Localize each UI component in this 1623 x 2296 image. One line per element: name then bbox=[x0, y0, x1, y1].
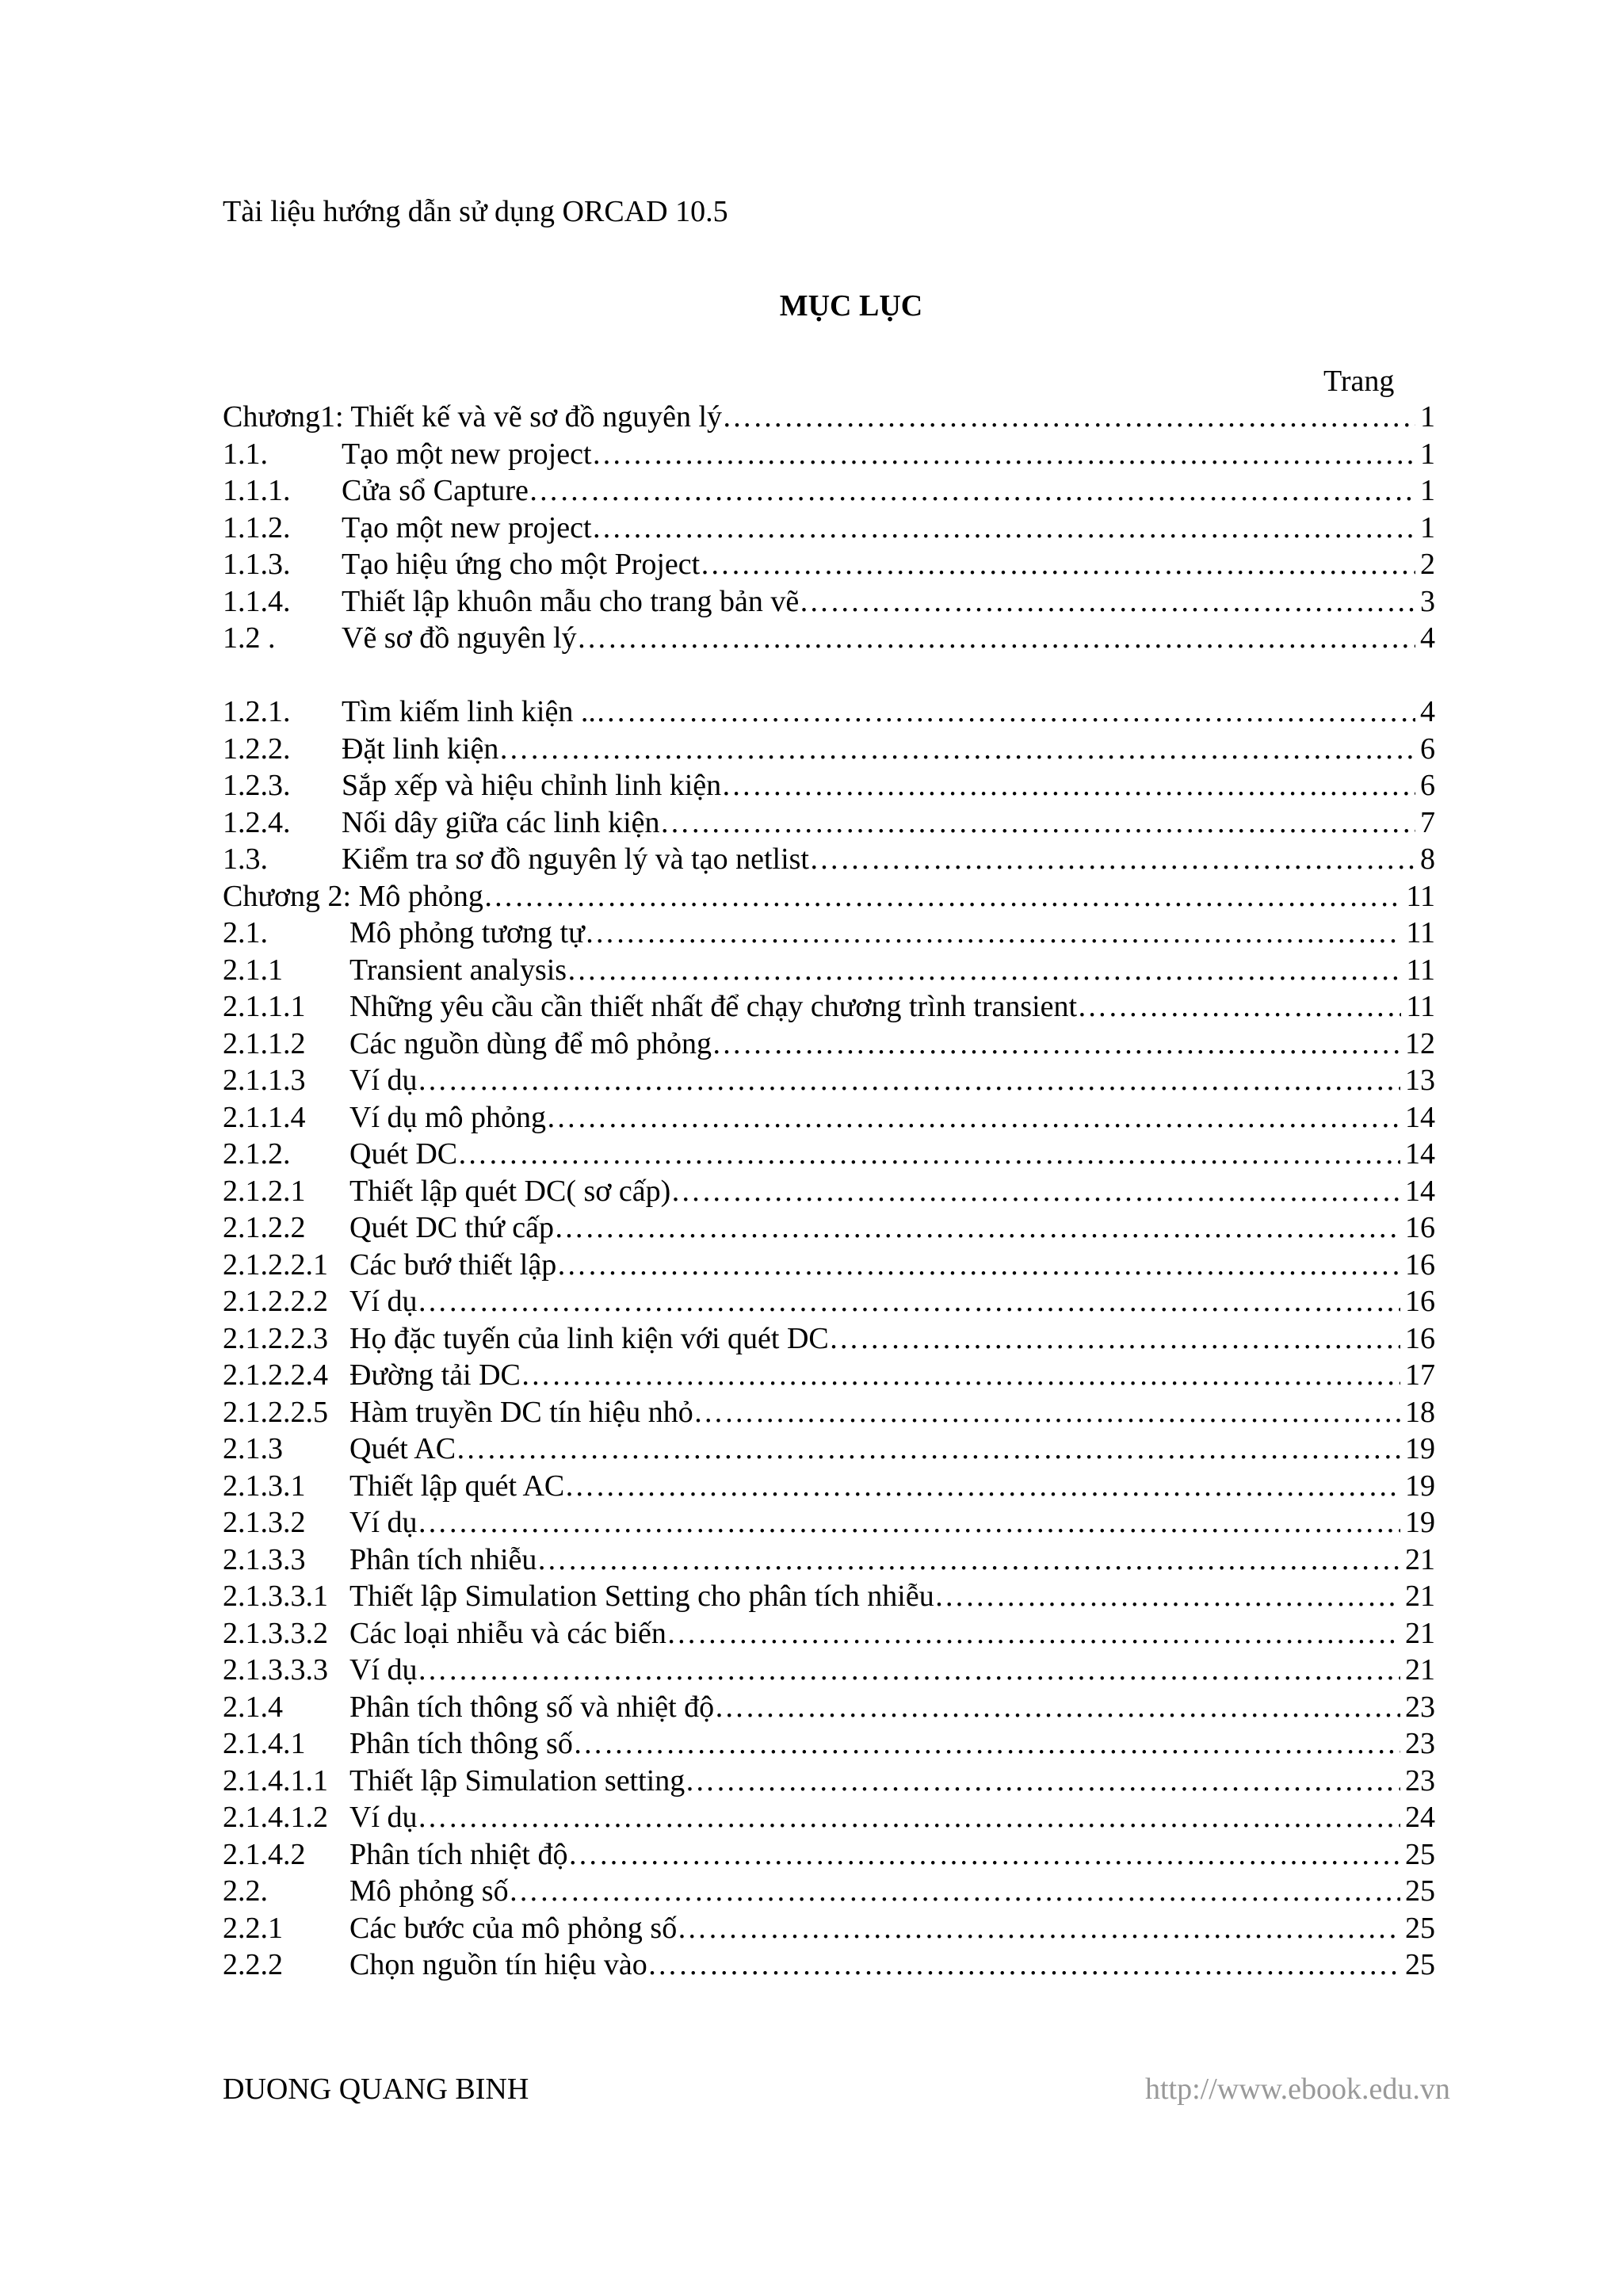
toc-entry-page: 2 bbox=[1420, 548, 1435, 581]
toc-entry-page: 13 bbox=[1405, 1064, 1435, 1097]
toc-entry-page: 6 bbox=[1420, 732, 1435, 766]
toc-entry-number: 2.1.2.1 bbox=[223, 1174, 306, 1208]
toc-entry-title: Các loại nhiễu và các biến bbox=[349, 1616, 666, 1650]
toc-entry-title: Tạo một new project bbox=[342, 510, 592, 544]
toc-dot-leader bbox=[573, 1725, 1400, 1763]
toc-entry[interactable] bbox=[223, 1247, 1435, 1284]
toc-entry-page: 14 bbox=[1405, 1100, 1435, 1134]
toc-dot-leader bbox=[934, 1578, 1400, 1615]
toc-dot-leader bbox=[677, 1910, 1400, 1947]
toc-dot-leader bbox=[554, 1209, 1400, 1247]
toc-entry-title: Ví dụ bbox=[349, 1801, 418, 1834]
toc-entry[interactable] bbox=[223, 1578, 1435, 1615]
toc-entry-number: 1.1.3. bbox=[223, 548, 291, 581]
toc-entry-title: Chọn nguồn tín hiệu vào bbox=[349, 1948, 647, 1981]
page-column-label: Trang bbox=[1323, 365, 1395, 398]
toc-entry-page: 8 bbox=[1420, 842, 1435, 876]
toc-entry[interactable] bbox=[223, 1836, 1435, 1874]
toc-dot-leader bbox=[1077, 988, 1401, 1026]
toc-entry-page: 25 bbox=[1405, 1948, 1435, 1981]
toc-dot-leader bbox=[712, 1026, 1400, 1063]
toc-entry[interactable] bbox=[223, 1946, 1435, 1984]
toc-entry-page: 1 bbox=[1420, 474, 1435, 507]
toc-entry[interactable] bbox=[223, 546, 1435, 583]
toc-entry-title: Các bước của mô phỏng số bbox=[349, 1911, 678, 1945]
toc-entry-number: 1.1.2. bbox=[223, 510, 291, 544]
toc-entry-page: 14 bbox=[1405, 1137, 1435, 1171]
toc-dot-leader bbox=[418, 1799, 1401, 1836]
footer-author: DUONG QUANG BINH bbox=[223, 2073, 529, 2106]
toc-dot-leader bbox=[685, 1763, 1400, 1800]
toc-entry-title: Đặt linh kiện bbox=[342, 732, 499, 766]
toc-entry-number: 2.1.1.1 bbox=[223, 990, 306, 1023]
toc-dot-leader bbox=[693, 1394, 1400, 1431]
toc-entry-page: 12 bbox=[1405, 1026, 1435, 1060]
toc-entry-number: 2.1.3.3.1 bbox=[223, 1580, 328, 1613]
toc-entry-page: 23 bbox=[1405, 1690, 1435, 1724]
toc-entry[interactable] bbox=[223, 399, 1435, 436]
toc-entry-number: 2.1.3.3 bbox=[223, 1542, 306, 1576]
toc-entry-page: 21 bbox=[1405, 1653, 1435, 1687]
toc-entry-page: 21 bbox=[1405, 1580, 1435, 1613]
toc-entry-number: 1.1. bbox=[223, 437, 268, 471]
toc-entry[interactable] bbox=[223, 1910, 1435, 1947]
toc-entry-page: 11 bbox=[1406, 990, 1435, 1023]
toc-entry-page: 11 bbox=[1406, 916, 1435, 949]
toc-entry[interactable] bbox=[223, 1873, 1435, 1910]
toc-entry-title: Quét DC bbox=[349, 1137, 458, 1171]
toc-entry-number: 1.2.2. bbox=[223, 732, 291, 766]
toc-entry-title: Mô phỏng số bbox=[349, 1874, 509, 1908]
toc-entry[interactable] bbox=[223, 1763, 1435, 1800]
toc-entry-page: 23 bbox=[1405, 1763, 1435, 1797]
toc-entry-number: 2.1.3.3.3 bbox=[223, 1653, 328, 1687]
toc-entry[interactable] bbox=[223, 1504, 1435, 1541]
toc-dot-leader bbox=[418, 1283, 1401, 1320]
page-title: MỤC LỤC bbox=[779, 289, 923, 323]
toc-entry-page: 11 bbox=[1406, 879, 1435, 913]
toc-entry-title: Vẽ sơ đồ nguyên lý bbox=[342, 621, 577, 655]
toc-entry[interactable] bbox=[223, 1062, 1435, 1099]
toc-entry-number: 2.2.1 bbox=[223, 1911, 283, 1945]
toc-dot-leader bbox=[592, 510, 1415, 547]
toc-entry-page: 25 bbox=[1405, 1837, 1435, 1871]
toc-dot-leader bbox=[722, 399, 1415, 436]
toc-entry-number: 2.1. bbox=[223, 916, 268, 949]
toc-entry-number: 2.1.2.2.5 bbox=[223, 1395, 328, 1429]
toc-entry-number: 1.2.1. bbox=[223, 695, 291, 728]
toc-entry-number: 2.1.2.2.3 bbox=[223, 1321, 328, 1355]
toc-entry-number: 1.1.4. bbox=[223, 584, 291, 618]
toc-entry-number: 2.1.3.1 bbox=[223, 1469, 306, 1503]
toc-entry-page: 1 bbox=[1420, 510, 1435, 544]
toc-entry-page: 16 bbox=[1405, 1285, 1435, 1318]
toc-entry-title: Các bướ thiết lập bbox=[349, 1247, 557, 1282]
toc-entry-page: 19 bbox=[1405, 1469, 1435, 1503]
toc-entry-title: Họ đặc tuyến của linh kiện với quét DC bbox=[349, 1321, 829, 1355]
toc-dot-leader bbox=[829, 1320, 1400, 1358]
toc-entry-page: 6 bbox=[1420, 769, 1435, 802]
toc-entry-number: 2.1.3.3.2 bbox=[223, 1616, 328, 1650]
document-header: Tài liệu hướng dẫn sử dụng ORCAD 10.5 bbox=[223, 195, 728, 228]
toc-entry-title: Mô phỏng tương tự bbox=[349, 916, 585, 949]
toc-entry-title: Chương 2: Mô phỏng bbox=[223, 879, 483, 913]
toc-entry[interactable] bbox=[223, 878, 1435, 915]
toc-entry-title: Sắp xếp và hiệu chỉnh linh kiện bbox=[342, 769, 722, 802]
toc-entry-title: Ví dụ mô phỏng bbox=[349, 1100, 547, 1134]
toc-entry-title: Các nguồn dùng để mô phỏng bbox=[349, 1026, 712, 1060]
toc-dot-leader bbox=[418, 1504, 1401, 1541]
toc-dot-leader bbox=[457, 1136, 1400, 1173]
toc-dot-leader bbox=[498, 731, 1415, 768]
toc-entry-title: Thiết lập khuôn mẫu cho trang bản vẽ bbox=[342, 584, 800, 618]
toc-entry[interactable] bbox=[223, 1541, 1435, 1579]
toc-entry-title: Những yêu cầu cần thiết nhất để chạy chương trình transient bbox=[349, 990, 1078, 1023]
toc-entry[interactable] bbox=[223, 1136, 1435, 1173]
toc-entry[interactable] bbox=[223, 1652, 1435, 1689]
toc-entry-title: Phân tích thông số bbox=[349, 1727, 573, 1760]
toc-entry-page: 16 bbox=[1405, 1321, 1435, 1355]
toc-entry-page: 25 bbox=[1405, 1874, 1435, 1908]
toc-entry[interactable] bbox=[223, 841, 1435, 878]
toc-entry-number: 2.1.1.3 bbox=[223, 1064, 306, 1097]
toc-entry[interactable] bbox=[223, 1615, 1435, 1652]
toc-entry-number: 2.1.1.2 bbox=[223, 1026, 306, 1060]
toc-entry-title: Tạo hiệu ứng cho một Project bbox=[342, 548, 701, 581]
toc-entry-number: 2.1.2. bbox=[223, 1137, 291, 1171]
toc-entry[interactable] bbox=[223, 1320, 1435, 1358]
toc-dot-leader bbox=[521, 1357, 1400, 1394]
toc-entry[interactable] bbox=[223, 1357, 1435, 1394]
toc-entry-title: Quét DC thứ cấp bbox=[349, 1211, 555, 1244]
toc-dot-leader bbox=[714, 1689, 1400, 1726]
toc-entry[interactable] bbox=[223, 1283, 1435, 1320]
toc-entry[interactable] bbox=[223, 510, 1435, 547]
toc-dot-leader bbox=[567, 952, 1401, 989]
toc-entry-title: Nối dây giữa các linh kiện bbox=[342, 805, 660, 839]
toc-entry-page: 4 bbox=[1420, 695, 1435, 728]
toc-entry-number: 2.1.1.4 bbox=[223, 1100, 306, 1134]
toc-entry[interactable] bbox=[223, 1468, 1435, 1505]
toc-entry[interactable] bbox=[223, 804, 1435, 842]
toc-entry-number: 2.1.4.1 bbox=[223, 1727, 306, 1760]
toc-dot-leader bbox=[537, 1541, 1400, 1579]
toc-dot-leader bbox=[647, 1946, 1400, 1984]
toc-entry-page: 19 bbox=[1405, 1506, 1435, 1539]
toc-entry[interactable] bbox=[223, 767, 1435, 804]
toc-dot-leader bbox=[577, 620, 1415, 657]
toc-entry[interactable] bbox=[223, 583, 1435, 621]
toc-entry[interactable] bbox=[223, 1209, 1435, 1247]
toc-dot-leader bbox=[509, 1873, 1400, 1910]
toc-entry-number: 2.1.3 bbox=[223, 1432, 283, 1465]
toc-entry-page: 3 bbox=[1420, 584, 1435, 618]
toc-entry-page: 11 bbox=[1406, 953, 1435, 987]
toc-dot-leader bbox=[660, 804, 1415, 842]
toc-dot-leader bbox=[418, 1652, 1401, 1689]
toc-entry-number: 2.1.4 bbox=[223, 1690, 283, 1724]
toc-entry[interactable] bbox=[223, 1173, 1435, 1210]
toc-dot-leader bbox=[596, 693, 1415, 731]
toc-dot-leader bbox=[456, 1431, 1400, 1468]
toc-entry-number: 2.2.2 bbox=[223, 1948, 283, 1981]
toc-entry[interactable] bbox=[223, 1799, 1435, 1836]
toc-entry-number: 2.1.4.1.2 bbox=[223, 1801, 328, 1834]
toc-entry-page: 7 bbox=[1420, 805, 1435, 839]
toc-entry-page: 23 bbox=[1405, 1727, 1435, 1760]
toc-entry-number: 1.1.1. bbox=[223, 474, 291, 507]
toc-entry-title: Quét AC bbox=[349, 1432, 456, 1465]
toc-entry-page: 17 bbox=[1405, 1358, 1435, 1392]
toc-entry-title: Thiết lập quét DC( sơ cấp) bbox=[349, 1174, 671, 1208]
toc-entry-title: Chương1: Thiết kế và vẽ sơ đồ nguyên lý bbox=[223, 400, 723, 434]
toc-dot-leader bbox=[556, 1247, 1400, 1284]
toc-dot-leader bbox=[585, 915, 1402, 952]
toc-entry[interactable] bbox=[223, 620, 1435, 657]
toc-entry[interactable] bbox=[223, 1689, 1435, 1726]
toc-entry[interactable] bbox=[223, 731, 1435, 768]
toc-entry-title: Phân tích nhiễu bbox=[349, 1542, 537, 1576]
toc-entry-number: 1.3. bbox=[223, 842, 268, 876]
toc-entry-title: Tạo một new project bbox=[342, 437, 592, 471]
toc-entry-number: 1.2.4. bbox=[223, 805, 291, 839]
toc-entry-title: Thiết lập Simulation Setting cho phân tích nhiễu bbox=[349, 1580, 934, 1613]
toc-entry-title: Ví dụ bbox=[349, 1653, 418, 1687]
toc-entry-page: 21 bbox=[1405, 1616, 1435, 1650]
toc-entry-title: Transient analysis bbox=[349, 953, 567, 987]
toc-entry-page: 1 bbox=[1420, 437, 1435, 471]
toc-entry-title: Kiểm tra sơ đồ nguyên lý và tạo netlist bbox=[342, 842, 809, 876]
toc-entry-title: Thiết lập quét AC bbox=[349, 1469, 565, 1503]
toc-entry[interactable] bbox=[223, 952, 1435, 989]
toc-dot-leader bbox=[592, 436, 1415, 473]
toc-entry-number: 2.1.3.2 bbox=[223, 1506, 306, 1539]
toc-dot-leader bbox=[809, 841, 1415, 878]
toc-entry[interactable] bbox=[223, 1026, 1435, 1063]
toc-entry[interactable] bbox=[223, 915, 1435, 952]
toc-dot-leader bbox=[721, 767, 1415, 804]
toc-entry[interactable] bbox=[223, 693, 1435, 731]
toc-entry-page: 14 bbox=[1405, 1174, 1435, 1208]
toc-entry-number: 1.2 . bbox=[223, 621, 276, 655]
toc-entry-title: Thiết lập Simulation setting bbox=[349, 1763, 685, 1797]
toc-entry-number: 2.1.2.2.4 bbox=[223, 1358, 328, 1392]
toc-dot-leader bbox=[799, 583, 1415, 621]
footer-url[interactable]: http://www.ebook.edu.vn bbox=[1145, 2073, 1450, 2106]
toc-dot-leader bbox=[700, 546, 1415, 583]
toc-entry-page: 16 bbox=[1405, 1211, 1435, 1244]
toc-entry-title: Tìm kiếm linh kiện .. bbox=[342, 695, 596, 728]
toc-entry-title: Phân tích thông số và nhiệt độ bbox=[349, 1690, 715, 1724]
toc-dot-leader bbox=[418, 1062, 1401, 1099]
toc-entry-page: 25 bbox=[1405, 1911, 1435, 1945]
toc-entry-title: Ví dụ bbox=[349, 1506, 418, 1539]
toc-entry[interactable] bbox=[223, 472, 1435, 510]
toc-dot-leader bbox=[567, 1836, 1400, 1874]
toc-entry[interactable] bbox=[223, 1725, 1435, 1763]
toc-entry-page: 16 bbox=[1405, 1247, 1435, 1282]
toc-dot-leader bbox=[529, 472, 1415, 510]
toc-dot-leader bbox=[564, 1468, 1400, 1505]
toc-entry-page: 24 bbox=[1405, 1801, 1435, 1834]
toc-entry-number: 2.1.4.2 bbox=[223, 1837, 306, 1871]
toc-entry-number: 2.1.4.1.1 bbox=[223, 1763, 328, 1797]
toc-dot-leader bbox=[483, 878, 1402, 915]
toc-entry[interactable] bbox=[223, 1099, 1435, 1137]
toc-entry-title: Đường tải DC bbox=[349, 1358, 521, 1392]
toc-entry[interactable] bbox=[223, 1394, 1435, 1431]
toc-dot-leader bbox=[670, 1173, 1400, 1210]
toc-entry-number: 2.1.2.2.1 bbox=[223, 1247, 328, 1282]
toc-dot-leader bbox=[666, 1615, 1400, 1652]
toc-entry-number: 1.2.3. bbox=[223, 769, 291, 802]
toc-entry[interactable] bbox=[223, 436, 1435, 473]
table-of-contents bbox=[223, 399, 1435, 1984]
toc-entry-title: Ví dụ bbox=[349, 1064, 418, 1097]
toc-entry-page: 1 bbox=[1420, 400, 1435, 434]
toc-entry[interactable] bbox=[223, 1431, 1435, 1468]
toc-entry-number: 2.1.2.2.2 bbox=[223, 1285, 328, 1318]
toc-entry[interactable] bbox=[223, 988, 1435, 1026]
toc-entry-number: 2.1.2.2 bbox=[223, 1211, 306, 1244]
toc-entry-title: Phân tích nhiệt độ bbox=[349, 1837, 568, 1871]
toc-entry-page: 4 bbox=[1420, 621, 1435, 655]
toc-entry-number: 2.1.1 bbox=[223, 953, 283, 987]
toc-entry-title: Ví dụ bbox=[349, 1285, 418, 1318]
toc-entry-page: 21 bbox=[1405, 1542, 1435, 1576]
toc-entry-number: 2.2. bbox=[223, 1874, 268, 1908]
toc-entry-title: Cửa sổ Capture bbox=[342, 474, 529, 507]
toc-entry-title: Hàm truyền DC tín hiệu nhỏ bbox=[349, 1395, 693, 1429]
toc-entry-page: 18 bbox=[1405, 1395, 1435, 1429]
toc-dot-leader bbox=[546, 1099, 1400, 1137]
toc-entry-page: 19 bbox=[1405, 1432, 1435, 1465]
